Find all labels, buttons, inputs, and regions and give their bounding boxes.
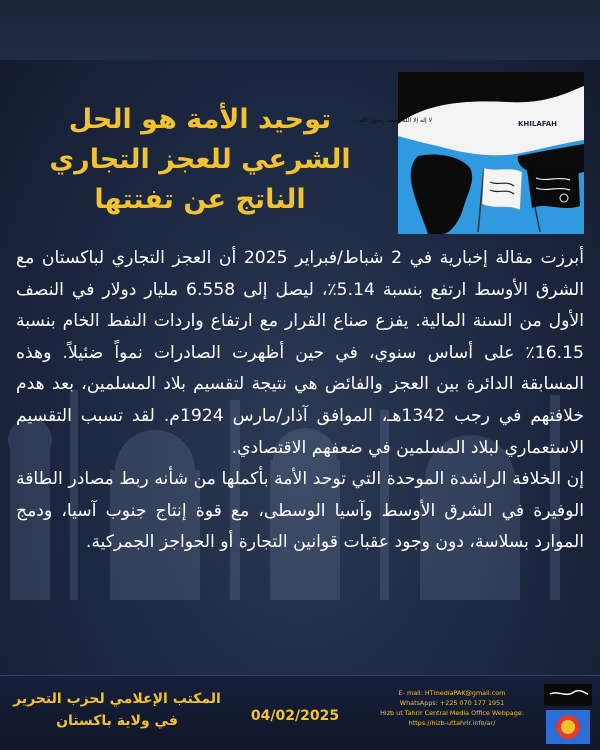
media-office-logo (540, 682, 596, 746)
map-banner-text: لا إله إلا الله محمد رسول الله (358, 117, 432, 124)
email-text[interactable]: E- mail: HTmediaPAK@gmail.com (398, 689, 506, 697)
title-line: الناتج عن تفتتها (94, 184, 306, 215)
title-line: الشرعي للعجز التجاري (49, 144, 351, 175)
webpage-link[interactable]: https://hizb-uttahrir.info/ar/ (408, 719, 496, 727)
title-line: توحيد الأمة هو الحل (68, 104, 332, 135)
article-paragraph: إن الخلافة الراشدة الموحدة التي توحد الأمة بأكملها من شأنه ربط مصادر الطاقة الوفيرة في الشرق الأوسط وآسيا الوسطى، مع قوة إنتاج جنوب آسيا، ودمج الموارد بسلاسة، دون وجود عقبات قوانين التجارة أو الحواجز الجمركية. (16, 469, 584, 553)
publish-date: 04/02/2025 (250, 708, 340, 724)
webpage-label: Hizb ut Tahrir Central Media Office Webpage: (380, 709, 524, 717)
page-title (30, 100, 370, 220)
office-line: المكتب الإعلامي لحزب التحرير (13, 691, 221, 707)
khilafah-map-image (358, 72, 584, 234)
whatsapp-text: WhatsApps: +225 070 177 1951 (399, 699, 505, 707)
media-office-name (12, 688, 222, 732)
office-line: في ولاية باكستان (56, 713, 178, 729)
article-body (16, 243, 584, 559)
contact-info (372, 688, 532, 728)
top-band (0, 0, 600, 60)
map-illustration (358, 72, 584, 234)
map-label: KHILAFAH (518, 120, 558, 128)
article-paragraph: أبرزت مقالة إخبارية في 2 شباط/فبراير 2025 أن العجز التجاري لباكستان مع الشرق الأوسط ارتفع بنسبة 5.14٪، ليصل إلى 6.558 مليار دولار في النصف الأول من السنة المالية. يفزع صناع القرار مع ارتفاع واردات النفط الخام بنسبة 16.15٪ على أساس سنوي، في حين أظهرت الصادرات نمواً ضئيلاً. وهذه المسابقة الدائرة بين العجز والفائض هي نتيجة لتقسيم بلاد المسلمين، بعد هدم خلافتهم في رجب 1342هـ، الموافق آذار/مارس 1924م. لقد تسبب التقسيم الاستعماري لبلاد المسلمين في ضعفهم الاقتصادي. (16, 248, 584, 458)
